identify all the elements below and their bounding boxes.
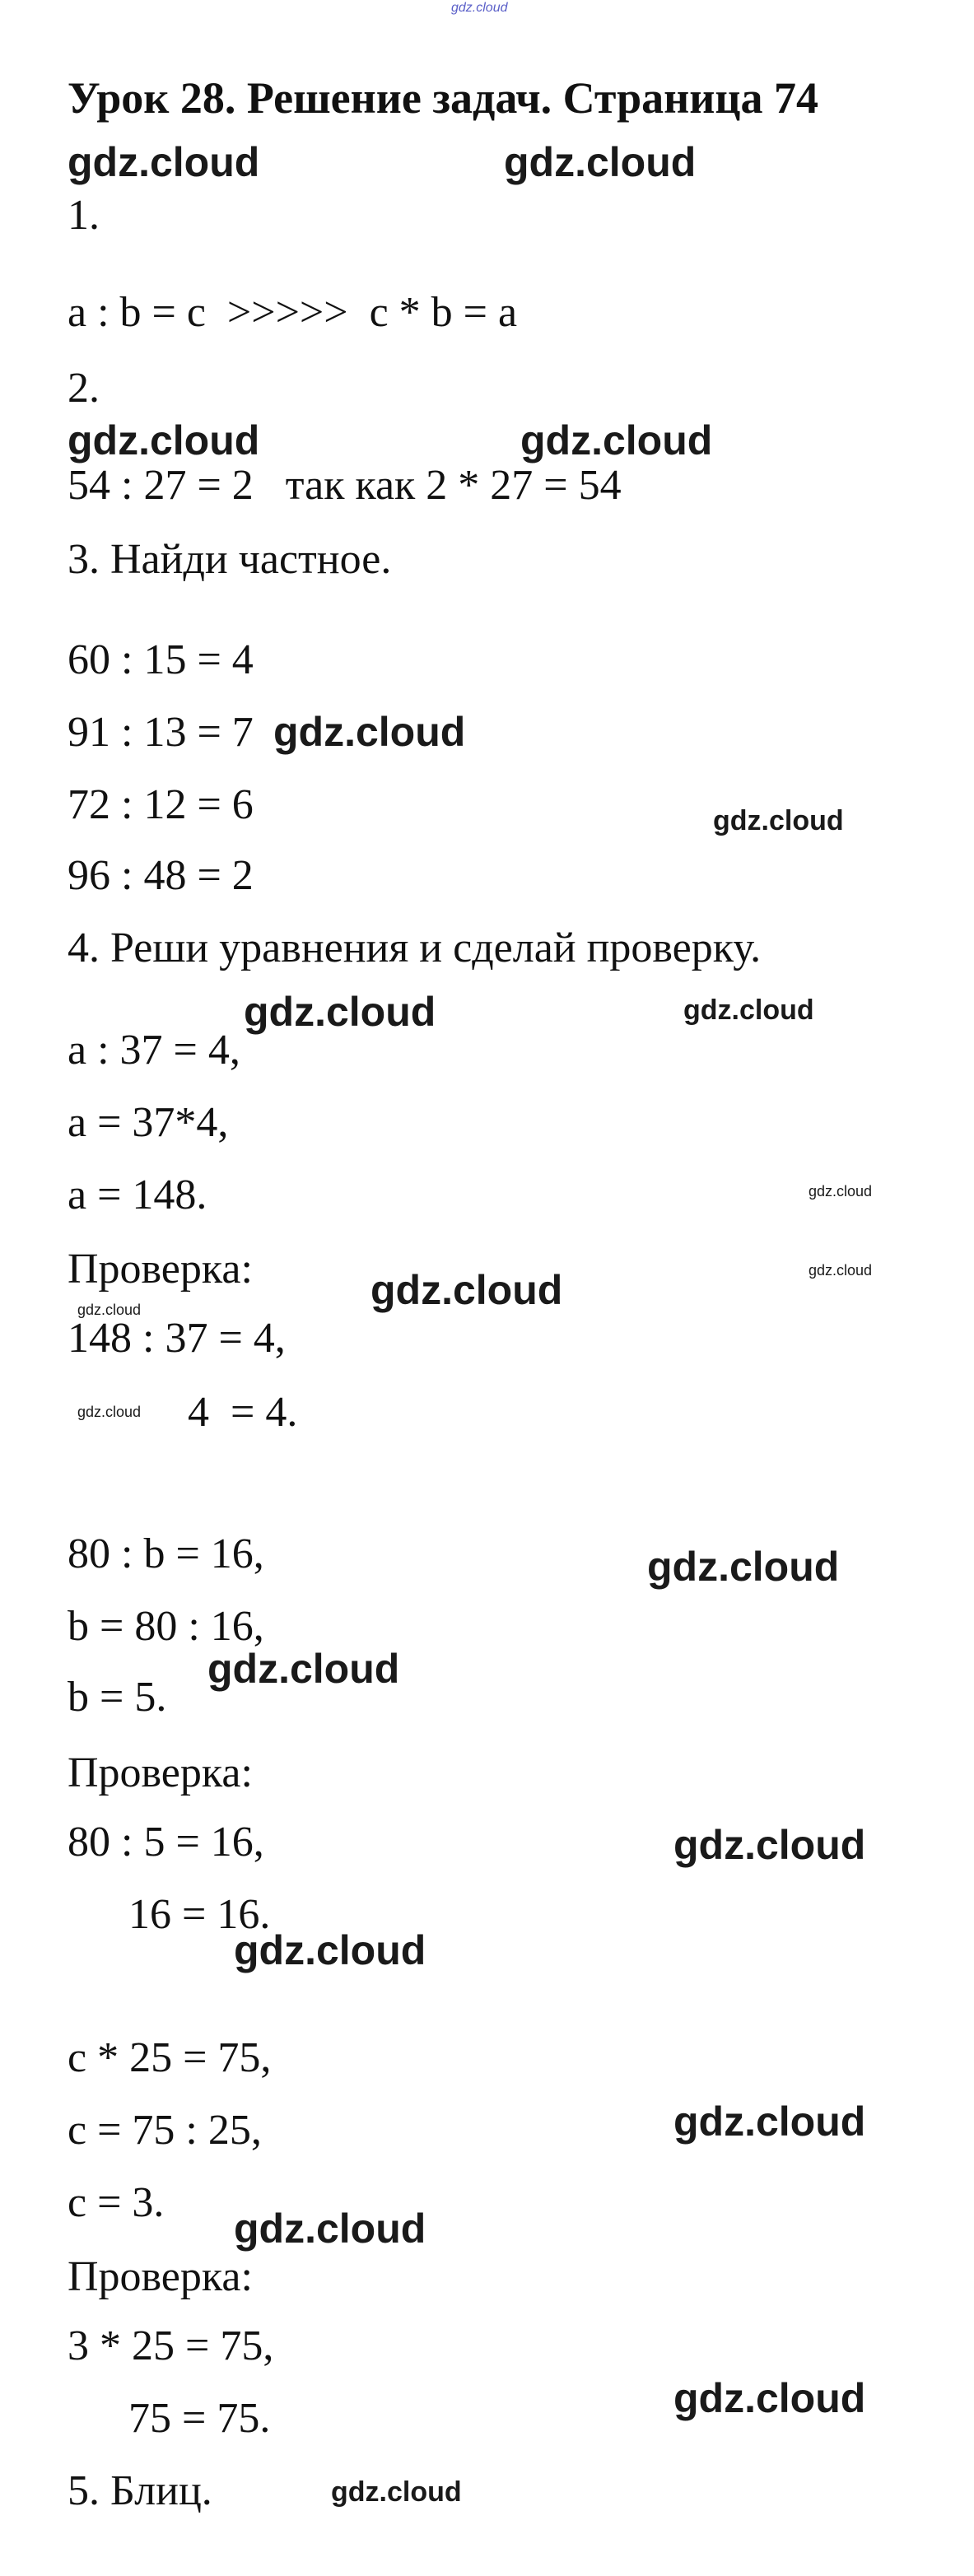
task-5-heading: 5. Блиц. <box>68 2467 212 2514</box>
task-1-number: 1. <box>68 192 100 239</box>
watermark: gdz.cloud <box>713 805 844 836</box>
division-line: 96 : 48 = 2 <box>68 852 254 899</box>
check-line: 80 : 5 = 16, <box>68 1819 264 1866</box>
equation-line: a : 37 = 4, <box>68 1027 240 1074</box>
check-line: 75 = 75. <box>128 2395 271 2442</box>
watermark: gdz.cloud <box>370 1267 563 1313</box>
check-line: 4 = 4. <box>188 1389 298 1436</box>
watermark: gdz.cloud <box>809 1262 873 1279</box>
watermark: gdz.cloud <box>234 2206 426 2252</box>
check-line: 3 * 25 = 75, <box>68 2322 274 2369</box>
watermark: gdz.cloud <box>520 417 713 463</box>
watermark: gdz.cloud <box>809 1183 873 1199</box>
check-line: 16 = 16. <box>128 1891 271 1938</box>
equation-line: a = 37*4, <box>68 1099 229 1146</box>
equation-line: a = 148. <box>68 1172 207 1218</box>
equation-line: b = 80 : 16, <box>68 1603 264 1650</box>
division-line: 60 : 15 = 4 <box>68 636 254 683</box>
watermark: gdz.cloud <box>673 2099 866 2145</box>
watermark: gdz.cloud <box>244 989 436 1035</box>
task-2-answer: 54 : 27 = 2 так как 2 * 27 = 54 <box>68 462 622 509</box>
watermark: gdz.cloud <box>504 139 697 185</box>
check-line: 148 : 37 = 4, <box>68 1315 286 1362</box>
division-line: 91 : 13 = 7 <box>68 709 254 756</box>
task-3-heading: 3. Найди частное. <box>68 536 392 583</box>
watermark: gdz.cloud <box>77 1302 142 1318</box>
equation-line: b = 5. <box>68 1674 167 1721</box>
header-watermark: gdz.cloud <box>451 1 508 15</box>
task-1-rule: a : b = c >>>>> c * b = a <box>68 289 518 336</box>
page-title: Урок 28. Решение задач. Страница 74 <box>68 73 818 123</box>
check-label: Проверка: <box>68 1749 253 1796</box>
equation-line: c = 3. <box>68 2179 165 2226</box>
task-4-heading: 4. Реши уравнения и сделай проверку. <box>68 925 762 971</box>
watermark: gdz.cloud <box>673 2375 866 2421</box>
check-label: Проверка: <box>68 1246 253 1293</box>
watermark: gdz.cloud <box>234 1927 426 1973</box>
watermark: gdz.cloud <box>273 709 466 755</box>
watermark: gdz.cloud <box>673 1822 866 1868</box>
division-line: 72 : 12 = 6 <box>68 781 254 828</box>
task-2-number: 2. <box>68 365 100 412</box>
watermark: gdz.cloud <box>207 1646 400 1692</box>
watermark: gdz.cloud <box>77 1404 142 1420</box>
watermark: gdz.cloud <box>647 1544 840 1590</box>
equation-line: 80 : b = 16, <box>68 1530 264 1577</box>
check-label: Проверка: <box>68 2253 253 2300</box>
equation-line: c = 75 : 25, <box>68 2107 262 2154</box>
watermark: gdz.cloud <box>68 139 260 185</box>
equation-line: c * 25 = 75, <box>68 2034 272 2081</box>
watermark: gdz.cloud <box>683 995 814 1026</box>
watermark: gdz.cloud <box>331 2476 462 2508</box>
watermark: gdz.cloud <box>68 417 260 463</box>
